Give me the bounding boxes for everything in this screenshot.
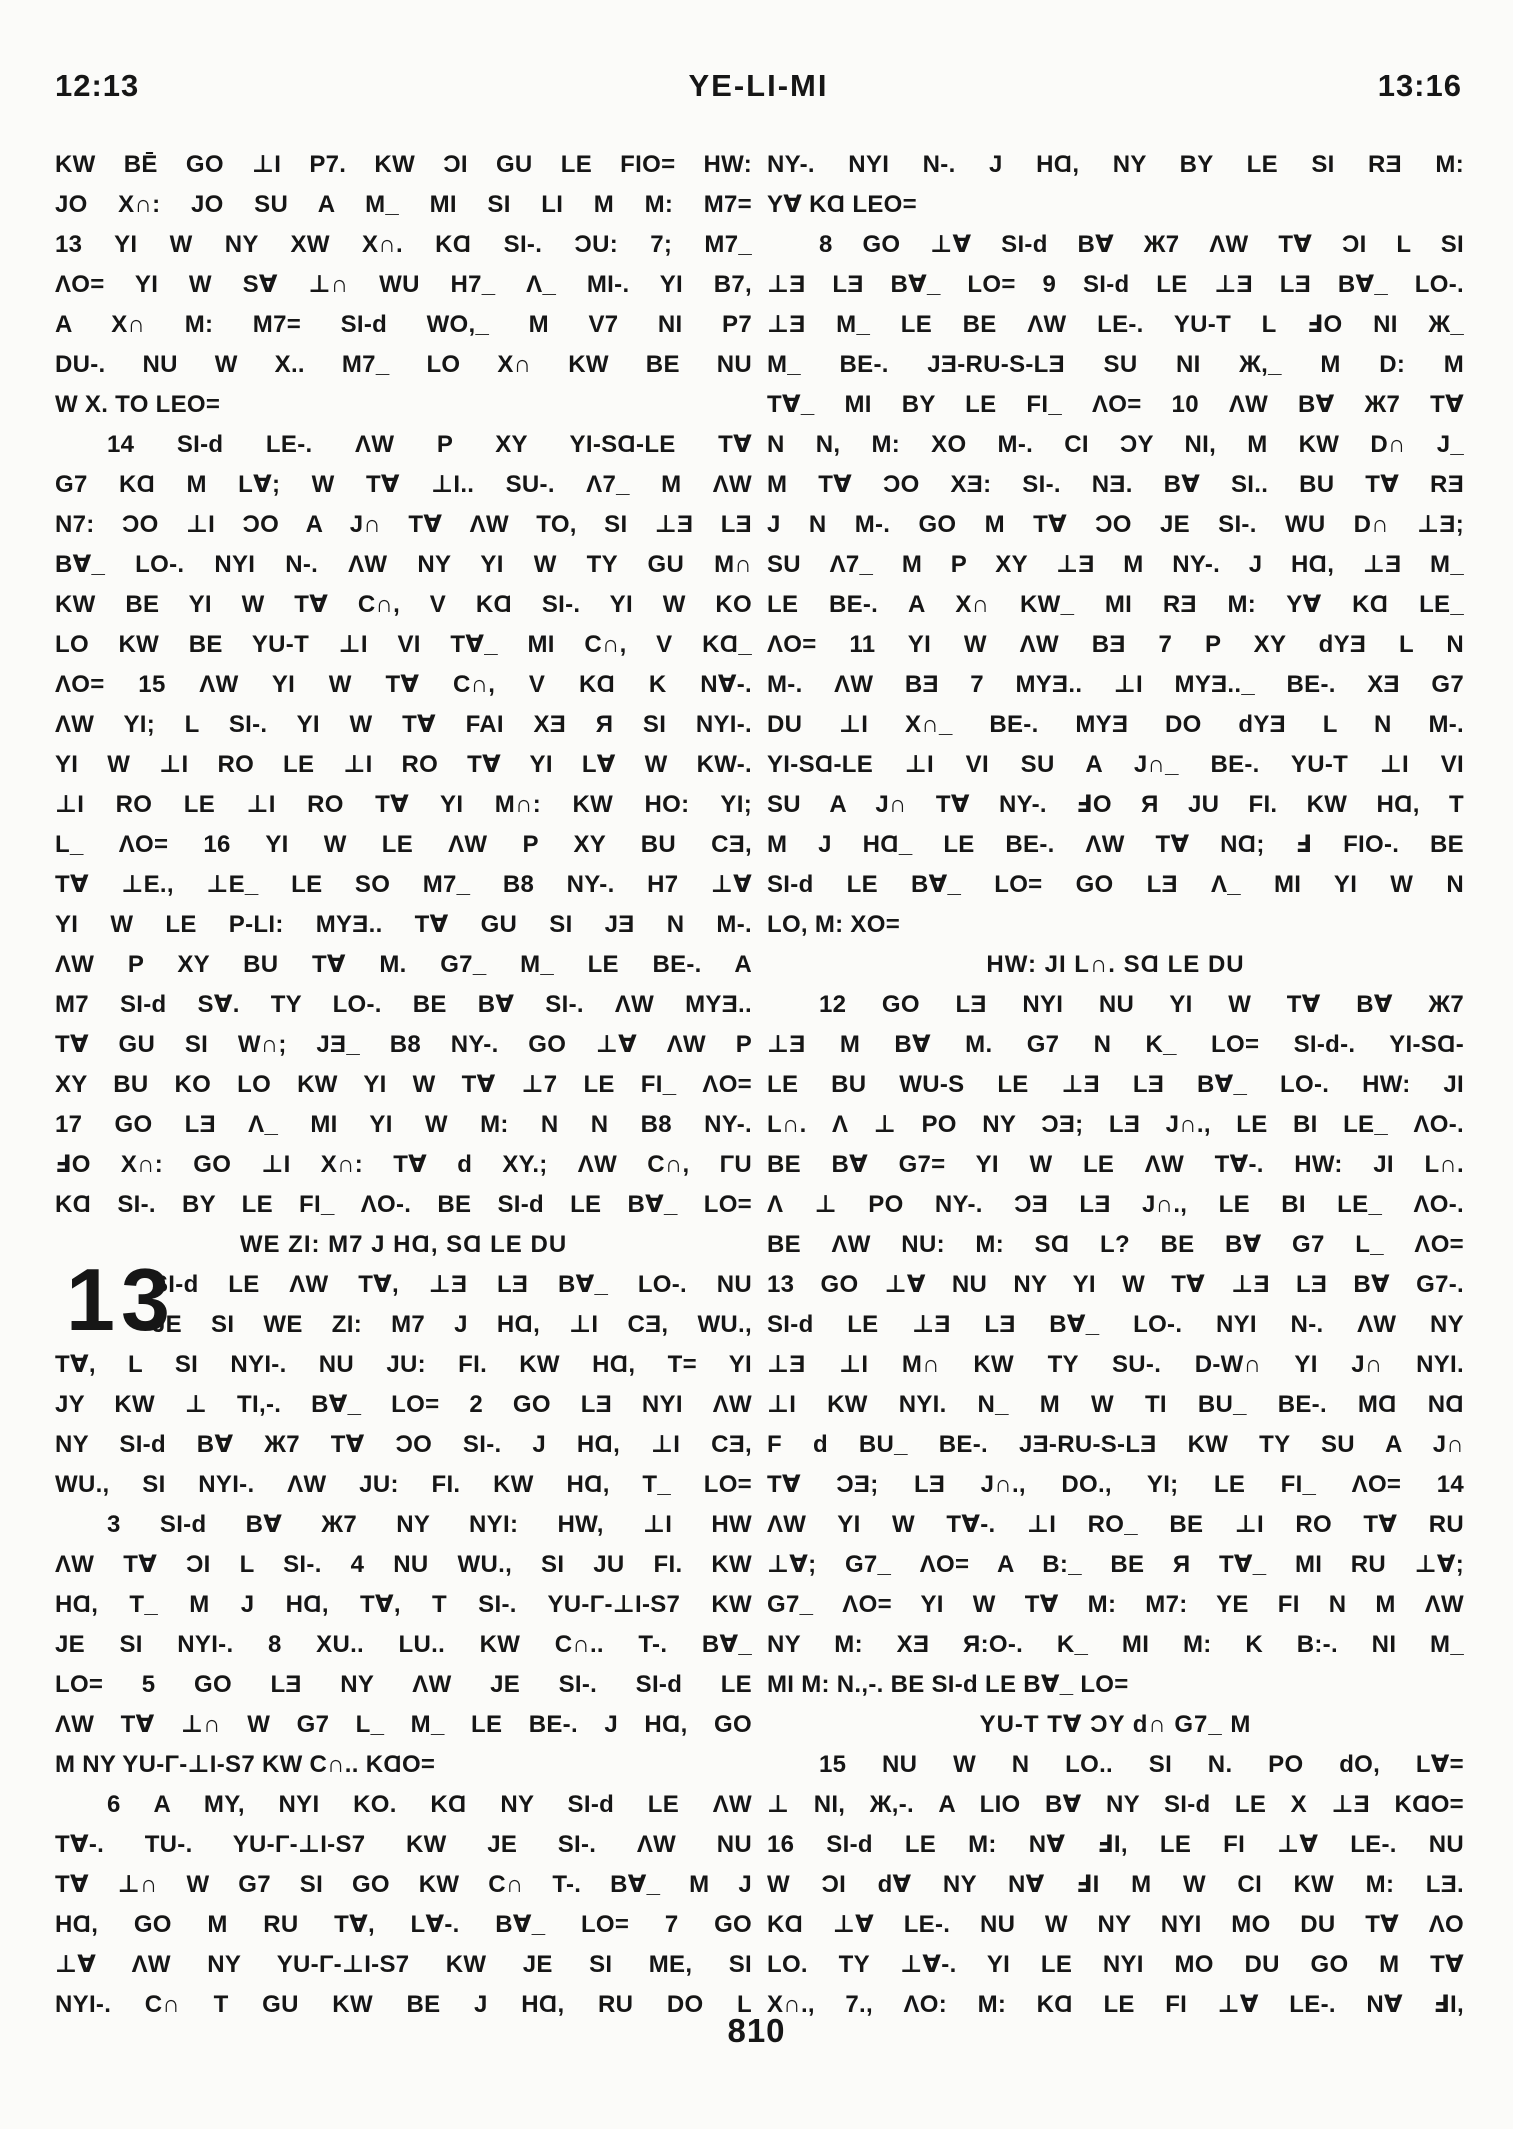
text-line: ΛW T∀ ƆI L SI-. 4 NU WU., SI JU FI. KW: [55, 1551, 752, 1578]
text-line: M_ BE-. JƎ-RU-S-LƎ SU NI Ж,_ M D: M: [767, 351, 1464, 378]
section-heading: YU-T T∀ ƆY d∩ G7_ M: [979, 1711, 1252, 1738]
verse-number: 3: [107, 1511, 121, 1538]
verse-number: 15: [819, 1751, 847, 1778]
text-line: ⊥∀; G7_ ΛO= A B:_ BE Я T∀_ MI RU ⊥∀;: [767, 1551, 1464, 1578]
text-line: LO. TY ⊥∀-. YI LE NYI MO DU GO M T∀: [767, 1951, 1464, 1978]
text-line: 16 SI-d LE M: N∀ ℲI, LE FI ⊥∀ LE-. NU: [767, 1831, 1464, 1858]
text-line: M J HⱭ_ LE BE-. ΛW T∀ NⱭ; Ⅎ FIO-. BE: [767, 831, 1464, 858]
text-line: LO, M: XO=: [767, 911, 901, 938]
text-line: KW BĒ GO ⊥I P7. KW ƆI GU LE FIO= HW:: [55, 151, 752, 178]
verse-number: 13: [55, 231, 83, 258]
text-line: W ƆI d∀ NY N∀ ℲI M W CI KW M: LƎ.: [767, 1871, 1464, 1898]
page-number: 810: [727, 2012, 786, 2049]
text-line: 8 GO ⊥∀ SI-d B∀ Ж7 ΛW T∀ ƆI L SI: [819, 231, 1464, 258]
text-line: KⱭ SI-. BY LE FI_ ΛO-. BE SI-d LE B∀_ LO=: [55, 1191, 752, 1218]
text-line: NY-. NYI N-. J HⱭ, NY BY LE SI RƎ M:: [767, 151, 1464, 178]
text-line: LE BE-. A X∩ KW_ MI RƎ M: Y∀ KⱭ LE_: [767, 591, 1464, 618]
verse-number: 6: [107, 1791, 121, 1818]
text-line: F d BU_ BE-. JƎ-RU-S-LƎ KW TY SU A J∩: [767, 1431, 1464, 1458]
text-line: T∀ ⊥∩ W G7 SI GO KW C∩ T-. B∀_ M J: [55, 1871, 752, 1898]
text-line: N N, M: XO M-. CI ƆY NI, M KW D∩ J_: [767, 431, 1464, 458]
text-line: X∩., 7., ΛO: M: KⱭ LE FI ⊥∀ LE-. N∀ ℲI,: [767, 1991, 1464, 2018]
text-line: 6 A MY, NYI KO. KⱭ NY SI-d LE ΛW: [107, 1791, 752, 1818]
text-line: KⱭ ⊥∀ LE-. NU W NY NYI MO DU T∀ ΛO: [767, 1911, 1464, 1938]
text-line: LO KW BE YU-T ⊥I VI T∀_ MI C∩, V KⱭ_: [55, 631, 752, 658]
text-line: LO= 5 GO LƎ NY ΛW JE SI-. SI-d LE: [55, 1671, 752, 1698]
text-line: ⊥Ǝ ⊥I M∩ KW TY SU-. D-W∩ YI J∩ NYI.: [767, 1351, 1464, 1378]
verse-number: 5: [141, 1671, 156, 1698]
text-line: M7 SI-d S∀. TY LO-. BE B∀ SI-. ΛW MYƎ..: [55, 991, 752, 1018]
text-line: 3 SI-d B∀ Ж7 NY NYI: HW, ⊥I HW: [107, 1511, 752, 1538]
text-line: DU ⊥I X∩_ BE-. MYƎ DO dYƎ L N M-.: [767, 711, 1464, 738]
text-line: W X. TO LEO=: [55, 391, 221, 418]
text-line: WU., SI NYI-. ΛW JU: FI. KW HⱭ, T_ LO=: [55, 1471, 752, 1498]
text-line: M T∀ ƆO XƎ: SI-. NƎ. B∀ SI.. BU T∀ RƎ: [767, 471, 1464, 498]
text-line: L∩. Λ ⊥ PO NY ƆƎ; LƎ J∩., LE BI LE_ ΛO-.: [767, 1111, 1464, 1138]
text-line: YI-SⱭ-LE ⊥I VI SU A J∩_ BE-. YU-T ⊥I VI: [767, 751, 1464, 778]
text-line: JO X∩: JO SU A M_ MI SI LI M M: M7=: [55, 191, 752, 218]
text-line: T∀ GU SI W∩; JƎ_ B8 NY-. GO ⊥∀ ΛW P: [55, 1031, 752, 1058]
text-line: T∀-. TU-. YU-Γ-⊥I-S7 KW JE SI-. ΛW NU: [55, 1831, 752, 1858]
text-line: HⱭ, T_ M J HⱭ, T∀, T SI-. YU-Γ-⊥I-S7 KW: [55, 1591, 752, 1618]
text-line: ΛO= 11 YI W ΛW BƎ 7 P XY dYƎ L N: [767, 631, 1464, 658]
book-title: YE-LI-MI: [688, 68, 829, 103]
text-line: NY SI-d B∀ Ж7 T∀ ƆO SI-. J HⱭ, ⊥I CƎ,: [55, 1431, 752, 1458]
text-line: KW BE YI W T∀ C∩, V KⱭ SI-. YI W KO: [55, 591, 752, 618]
verse-number: 8: [819, 231, 833, 258]
text-line: Y∀ KⱭ LEO=: [767, 191, 917, 218]
text-line: 13 YI W NY XW X∩. KⱭ SI-. ƆU: 7; M7_: [55, 231, 752, 258]
text-line: SI-d LE ΛW T∀, ⊥Ǝ LƎ B∀_ LO-. NU: [152, 1271, 752, 1298]
text-line: ⊥I KW NYI. N_ M W TI BU_ BE-. MⱭ NⱭ: [767, 1391, 1464, 1418]
text-line: ⊥Ǝ M_ LE BE ΛW LE-. YU-T L ℲO NI Ж_: [767, 311, 1464, 338]
page-header: [55, 68, 1462, 106]
text-line: ΛW YI W T∀-. ⊥I RO_ BE ⊥I RO T∀ RU: [767, 1511, 1464, 1538]
text-line: LE BU WU-S LE ⊥Ǝ LƎ B∀_ LO-. HW: JI: [767, 1071, 1464, 1098]
text-line: JE SI NYI-. 8 XU.. LU.. KW C∩.. T-. B∀_: [55, 1631, 752, 1658]
text-line: NY M: XƎ Я:O-. K_ MI M: K B:-. NI M_: [767, 1631, 1464, 1658]
text-line: SU Λ7_ M P XY ⊥Ǝ M NY-. J HⱭ, ⊥Ǝ M_: [767, 551, 1464, 578]
text-line: ⊥ NI, Ж,-. A LIO B∀ NY SI-d LE X ⊥Ǝ KⱭO=: [767, 1791, 1464, 1818]
text-line: MI M: N.,-. BE SI-d LE B∀_ LO=: [767, 1671, 1129, 1698]
text-line: T∀_ MI BY LE FI_ ΛO= 10 ΛW B∀ Ж7 T∀: [767, 391, 1464, 418]
text-line: SI-d LE B∀_ LO= GO LƎ Λ_ MI YI W N: [767, 871, 1464, 898]
text-line: ΛW T∀ ⊥∩ W G7 L_ M_ LE BE-. J HⱭ, GO: [55, 1711, 752, 1738]
text-line: ⊥∀ ΛW NY YU-Γ-⊥I-S7 KW JE SI ME, SI: [55, 1951, 752, 1978]
chapter-number: 13: [66, 1250, 176, 1349]
text-line: ΛW YI; L SI-. YI W T∀ FAI XƎ Я SI NYI-.: [55, 711, 752, 738]
verse-ref-left: 12:13: [55, 68, 140, 103]
text-line: SU A J∩ T∀ NY-. ℲO Я JU FI. KW HⱭ, T: [767, 791, 1464, 818]
text-line: ΛW P XY BU T∀ M. G7_ M_ LE BE-. A: [55, 951, 752, 978]
text-line: ΛO= YI W S∀ ⊥∩ WU H7_ Λ_ MI-. YI B7,: [55, 271, 752, 298]
text-line: Λ ⊥ PO NY-. ƆƎ LƎ J∩., LE BI LE_ ΛO-.: [767, 1191, 1464, 1218]
verse-number: 15: [138, 671, 166, 698]
text-line: XY BU KO LO KW YI W T∀ ⊥7 LE FI_ ΛO=: [55, 1071, 752, 1098]
verse-number: 16: [203, 831, 231, 858]
text-line: 14 SI-d LE-. ΛW P XY YI-SⱭ-LE T∀: [107, 431, 752, 458]
text-line: L_ ΛO= 16 YI W LE ΛW P XY BU CƎ,: [55, 831, 752, 858]
text-line: YI W LE P-LI: MYƎ.. T∀ GU SI JƎ N M-.: [55, 911, 752, 938]
text-line: T∀, L SI NYI-. NU JU: FI. KW HⱭ, T= YI: [55, 1351, 752, 1378]
text-line: A X∩ M: M7= SI-d WO,_ M V7 NI P7: [55, 311, 752, 338]
text-line: SI-d LE ⊥Ǝ LƎ B∀_ LO-. NYI N-. ΛW NY: [767, 1311, 1464, 1338]
verse-number: 4: [350, 1551, 365, 1578]
verse-number: 2: [469, 1391, 483, 1418]
verse-number: 9: [1042, 271, 1057, 298]
text-line: T∀ ƆƎ; LƎ J∩., DO., YI; LE FI_ ΛO= 14: [767, 1471, 1464, 1498]
text-line: BE B∀ G7= YI W LE ΛW T∀-. HW: JI L∩.: [767, 1151, 1464, 1178]
text-line: ℲO X∩: GO ⊥I X∩: T∀ d XY.; ΛW C∩, ΓU: [55, 1151, 752, 1178]
verse-number: 13: [767, 1271, 795, 1298]
verse-number: 10: [1171, 391, 1199, 418]
verse-number: 14: [107, 431, 135, 458]
text-line: DU-. NU W X.. M7_ LO X∩ KW BE NU: [55, 351, 752, 378]
text-line: NYI-. C∩ T GU KW BE J HⱭ, RU DO L: [55, 1991, 752, 2018]
verse-number: 11: [849, 631, 876, 658]
verse-number: 16: [767, 1831, 795, 1858]
text-column-right: [767, 145, 1464, 2025]
section-heading: HW: JI L∩. SⱭ LE DU: [986, 951, 1245, 978]
text-line: 13 GO ⊥∀ NU NY YI W T∀ ⊥Ǝ LƎ B∀ G7-.: [767, 1271, 1464, 1298]
section-heading: WE ZI: M7 J HⱭ, SⱭ LE DU: [239, 1231, 568, 1258]
verse-number: 14: [1436, 1471, 1464, 1498]
text-line: HⱭ, GO M RU T∀, L∀-. B∀_ LO= 7 GO: [55, 1911, 753, 1938]
text-line: ⊥I RO LE ⊥I RO T∀ YI M∩: KW HO: YI;: [55, 791, 752, 818]
text-line: ⊥Ǝ M B∀ M. G7 N K_ LO= SI-d-. YI-SⱭ-: [767, 1031, 1464, 1058]
text-line: T∀ ⊥E., ⊥E_ LE SO M7_ B8 NY-. H7 ⊥∀: [55, 871, 752, 898]
text-line: N7: ƆO ⊥I ƆO A J∩ T∀ ΛW TO, SI ⊥Ǝ LƎ: [55, 511, 752, 538]
text-column-left: [55, 145, 752, 2025]
text-line: 15 NU W N LO.. SI N. PO dO, L∀=: [819, 1751, 1464, 1778]
text-line: BE ΛW NU: M: SⱭ L? BE B∀ G7 L_ ΛO=: [767, 1231, 1464, 1258]
verse-number: 12: [819, 991, 847, 1018]
text-line: 17 GO LƎ Λ_ MI YI W M: N N B8 NY-.: [55, 1111, 752, 1138]
verse-number: 7: [664, 1911, 679, 1938]
text-line: ⊥Ǝ LƎ B∀_ LO= 9 SI-d LE ⊥Ǝ LƎ B∀_ LO-.: [767, 271, 1464, 298]
verse-ref-right: 13:16: [1377, 68, 1462, 103]
text-line: M NY YU-Γ-⊥I-S7 KW C∩.. KⱭO=: [55, 1751, 436, 1778]
text-line: ΛO= 15 ΛW YI W T∀ C∩, V KⱭ K N∀-.: [55, 671, 752, 698]
text-line: 12 GO LƎ NYI NU YI W T∀ B∀ Ж7: [819, 991, 1464, 1018]
text-line: JE SI WE ZI: M7 J HⱭ, ⊥I CƎ, WU.,: [152, 1311, 752, 1338]
text-line: JY KW ⊥ TI,-. B∀_ LO= 2 GO LƎ NYI ΛW: [55, 1391, 752, 1418]
text-line: M-. ΛW BƎ 7 MYƎ.. ⊥I MYƎ.._ BE-. XƎ G7: [767, 671, 1464, 698]
text-line: B∀_ LO-. NYI N-. ΛW NY YI W TY GU M∩: [55, 551, 752, 578]
verse-number: 17: [55, 1111, 83, 1138]
text-line: J N M-. GO M T∀ ƆO JE SI-. WU D∩ ⊥Ǝ;: [767, 511, 1464, 538]
text-line: G7 KⱭ M L∀; W T∀ ⊥I.. SU-. Λ7_ M ΛW: [55, 471, 752, 498]
text-line: YI W ⊥I RO LE ⊥I RO T∀ YI L∀ W KW-.: [55, 751, 752, 778]
text-line: G7_ ΛO= YI W T∀ M: M7: YE FI N M ΛW: [767, 1591, 1464, 1618]
